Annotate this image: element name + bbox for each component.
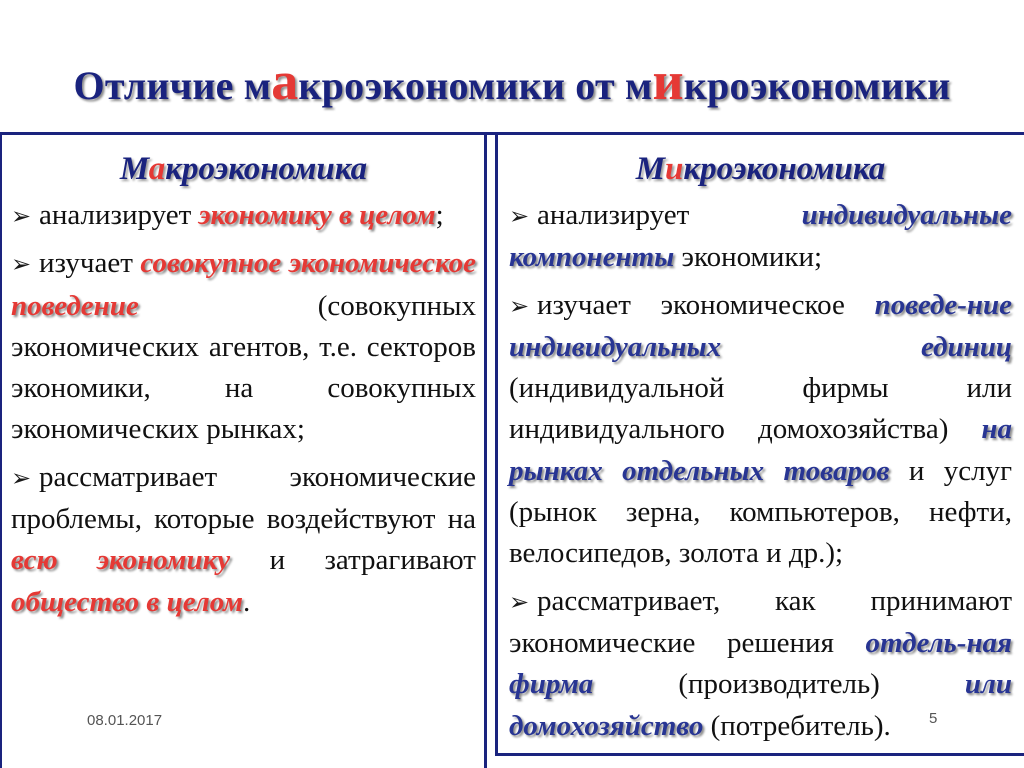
macro-heading-highlight: а bbox=[148, 151, 166, 187]
arrow-bullet-icon: ➢ bbox=[11, 202, 32, 230]
arrow-bullet-icon: ➢ bbox=[509, 587, 530, 616]
macro-heading: Макроэкономика bbox=[119, 151, 368, 187]
emphasis: отдель-ная фирма bbox=[509, 626, 1012, 701]
arrow-bullet-icon: ➢ bbox=[509, 202, 530, 230]
micro-item-analyzes: ➢ анализирует индивидуальные компоненты экономики; bbox=[509, 195, 1012, 279]
micro-heading-highlight: и bbox=[665, 151, 684, 187]
emphasis: или домохозяйство bbox=[509, 668, 1012, 742]
micro-item-considers: ➢ рассматривает, как принимают экономические решения отдель-ная фирма (производитель) или домохозяйство (потребитель). bbox=[509, 581, 1012, 747]
macro-item-considers: ➢ рассматривает экономические проблемы, которые воздействуют на всю экономику и затрагивают общество в целом. bbox=[11, 457, 476, 623]
macro-item-studies: ➢ изучает совокупное экономическое поведение (совокупных экономических агентов, т.е. секторов экономики, на совокупных экономических рынках; bbox=[11, 243, 476, 450]
emphasis: всю экономику bbox=[11, 544, 231, 577]
title-part-1: Отличие м bbox=[73, 63, 272, 108]
macro-column bbox=[11, 149, 476, 629]
arrow-bullet-icon: ➢ bbox=[509, 291, 530, 320]
title-highlight-a: а bbox=[271, 51, 299, 111]
emphasis: экономику в целом bbox=[198, 199, 436, 231]
emphasis: на рынках отдельных товаров bbox=[509, 413, 1012, 487]
micro-heading: Микроэкономика bbox=[635, 151, 886, 187]
macro-item-analyzes: ➢ анализирует экономику в целом; bbox=[11, 195, 476, 237]
emphasis: совокупное экономическое поведение bbox=[11, 247, 476, 322]
micro-column bbox=[509, 149, 1012, 753]
title-part-3: кроэкономики bbox=[683, 63, 951, 108]
emphasis: поведе-ние индивидуальных единиц bbox=[509, 288, 1012, 363]
arrow-bullet-icon: ➢ bbox=[11, 250, 32, 279]
emphasis: индивидуальные компоненты bbox=[509, 199, 1012, 274]
emphasis: общество в целом bbox=[11, 585, 243, 618]
title-part-2: кроэкономики от м bbox=[298, 63, 653, 108]
title-highlight-i: и bbox=[652, 51, 684, 111]
page-number: 5 bbox=[929, 710, 938, 727]
slide-title bbox=[0, 51, 1024, 111]
micro-item-studies: ➢ изучает экономическое поведе-ние индивидуальных единиц (индивидуальной фирмы или индивидуального домохозяйства) на рынках отдельных товаров и услуг (рынок зерна, компьютеров, нефти, велосипедов, золота и др.); bbox=[509, 285, 1012, 575]
arrow-bullet-icon: ➢ bbox=[11, 463, 32, 492]
footer-date: 08.01.2017 bbox=[87, 712, 163, 729]
